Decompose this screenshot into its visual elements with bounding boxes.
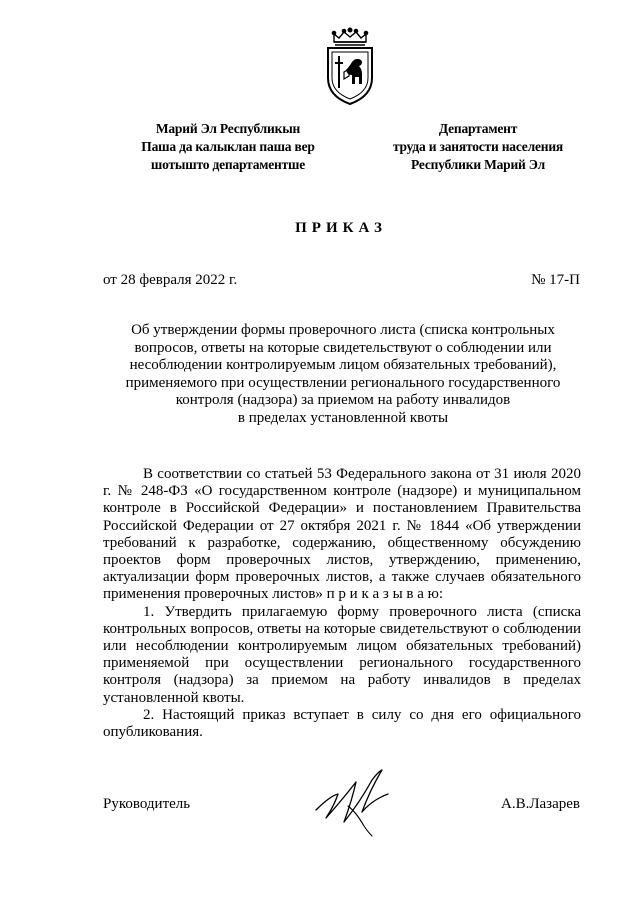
subject-line: применяемого при осуществлении регионального государственного bbox=[125, 374, 561, 391]
header-right-line: труда и занятости населения bbox=[392, 139, 564, 154]
order-date: от 28 февраля 2022 г. bbox=[103, 272, 238, 288]
header-left-line: Марий Эл Республикын bbox=[155, 121, 301, 136]
subject-line: в пределах установленной квоты bbox=[237, 409, 449, 426]
order-number: № 17-П bbox=[531, 272, 580, 288]
ministry-name-mari bbox=[128, 120, 328, 174]
order-item-1: 1. Утвердить прилагаемую форму проверочного листа (списка контрольных вопросов, ответы на которые свидетельствуют о соблюдении или несоблюдении контролируемым лицом обязательных требований) применяемой при осуществлении регионального государственного контроля (надзора) за приемом на работу инвалидов в пределах установленной квоты. bbox=[103, 603, 581, 706]
subject-line: несоблюдении контролируемым лицом обязательных требований), bbox=[129, 357, 557, 373]
signatory-name: А.В.Лазарев bbox=[501, 796, 580, 812]
subject-line: контроля (надзора) за приемом на работу инвалидов bbox=[175, 392, 511, 408]
mari-el-coat-of-arms-icon bbox=[322, 26, 378, 106]
subject-line: вопросов, ответы на которые свидетельствуют о соблюдении или bbox=[134, 339, 552, 356]
subject-line: Об утверждении формы проверочного листа (списка контрольных bbox=[131, 322, 555, 338]
header-left-line: шотышто департаментше bbox=[150, 157, 306, 172]
handwritten-signature bbox=[308, 766, 400, 838]
document-title: ПРИКАЗ bbox=[295, 220, 387, 236]
order-subject bbox=[100, 322, 586, 427]
ministry-name-russian bbox=[378, 120, 578, 174]
order-item-2: 2. Настоящий приказ вступает в силу со дня его официального опубликования. bbox=[103, 706, 581, 741]
preamble-paragraph: В соответствии со статьей 53 Федерального закона от 31 июля 2020 г. № 248-ФЗ «О государственном контроле (надзоре) и муниципальном контроле в Российской Федерации» и постановлением Правительства Российской Федерации от 27 октября 2021 г. № 1844 «Об утверждении требований к разработке, содержанию, общественному обсуждению проектов форм проверочных листов, утверждению, применению, актуализации форм проверочных листов, а также случаев обязательного применения проверочных листов» п р и к а з ы в а ю: bbox=[103, 466, 581, 603]
signatory-position: Руководитель bbox=[103, 796, 191, 812]
header-right-line: Департамент bbox=[438, 121, 518, 136]
header-right-line: Республики Марий Эл bbox=[411, 157, 545, 172]
order-body bbox=[103, 466, 581, 741]
header-left-line: Паша да калыклан паша вер bbox=[141, 139, 315, 154]
